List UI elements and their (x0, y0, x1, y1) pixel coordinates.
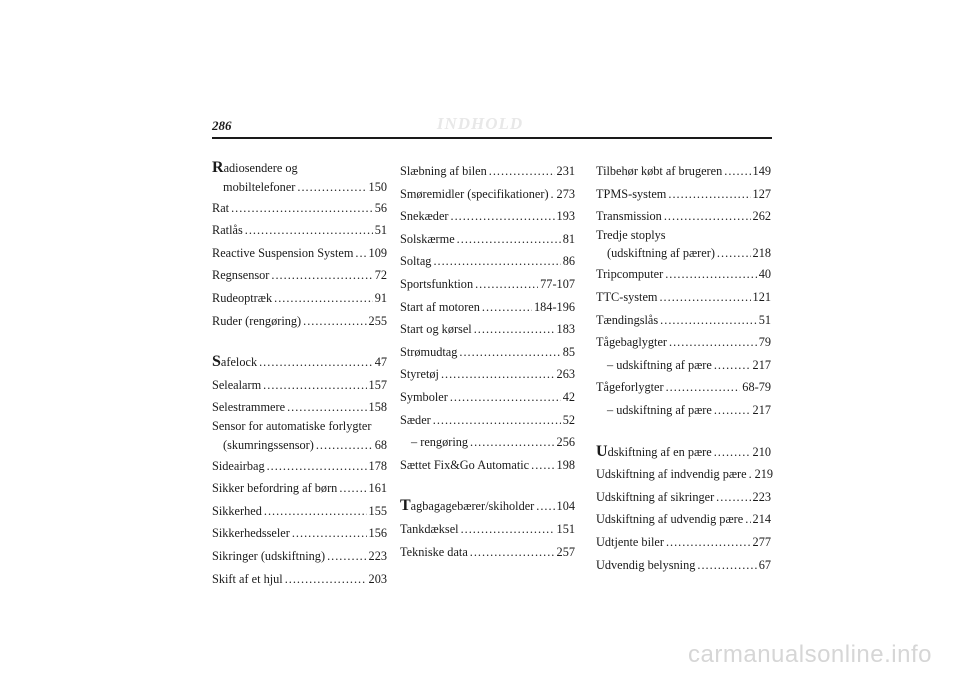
index-term-text: Selestrammere (212, 400, 286, 415)
dot-leader (274, 287, 373, 310)
index-section (400, 495, 575, 563)
index-term (596, 243, 715, 263)
index-entry (596, 463, 774, 486)
dot-leader (327, 545, 366, 568)
index-term (596, 183, 666, 206)
index-term (400, 183, 549, 206)
index-term-text: Sideairbag (212, 458, 265, 473)
index-entry (596, 554, 771, 577)
index-term (400, 495, 534, 518)
index-section (596, 441, 774, 577)
index-column-3 (596, 160, 774, 595)
index-term-text: Smøremidler (specifikationer) (400, 186, 549, 201)
dot-leader (749, 463, 753, 486)
page-reference: 184-196 (534, 299, 575, 314)
page-reference: 161 (368, 481, 387, 496)
index-term (212, 310, 301, 333)
index-entry (596, 331, 771, 354)
index-term (212, 568, 283, 591)
dot-leader (450, 386, 561, 409)
index-term (596, 309, 658, 332)
dot-leader (666, 376, 741, 399)
dot-leader (292, 522, 367, 545)
dot-leader (433, 250, 560, 273)
running-title: INDHOLD (436, 114, 524, 133)
index-entry (212, 568, 387, 591)
page-reference: 218 (752, 246, 771, 261)
index-entry (400, 363, 575, 386)
page-reference: 273 (556, 186, 575, 201)
dot-leader (531, 454, 554, 477)
page-reference: 42 (562, 389, 575, 404)
page-reference: 151 (556, 521, 575, 536)
dot-leader (297, 177, 366, 197)
watermark: carmanualsonline.info (688, 641, 932, 668)
index-entry (400, 183, 575, 206)
dot-leader (287, 396, 366, 419)
index-term-text: – udskiftning af pære (607, 357, 712, 372)
dot-leader (267, 455, 367, 478)
dot-leader (259, 351, 373, 374)
page-reference: 85 (562, 344, 575, 359)
index-term-text: afelock (220, 355, 258, 370)
index-term-text: Udtjente biler (596, 534, 664, 549)
dot-leader (245, 219, 373, 242)
index-column-1 (212, 160, 387, 609)
dot-leader (339, 477, 366, 500)
page-number: 286 (212, 118, 232, 133)
index-term (400, 409, 431, 432)
header-rule (212, 137, 772, 139)
index-term (596, 354, 712, 377)
index-entry (400, 228, 575, 251)
index-entry (400, 160, 575, 183)
index-entry (596, 183, 771, 206)
index-entry (212, 500, 387, 523)
page-reference: 256 (556, 435, 575, 450)
index-section (400, 160, 575, 476)
index-term-text: Regnsensor (212, 268, 270, 283)
index-entry (212, 374, 387, 397)
index-column-2 (400, 160, 575, 582)
index-term-text: Symboler (400, 389, 448, 404)
index-term (596, 554, 695, 577)
index-term-text: Start af motoren (400, 299, 480, 314)
dot-leader (457, 228, 561, 251)
index-term-text: Tripcomputer (596, 267, 664, 282)
index-term-text: (skumringssensor) (223, 437, 314, 452)
index-term-text: Styretøj (400, 367, 439, 382)
index-term (596, 205, 662, 228)
index-entry (596, 160, 771, 183)
index-term-text: – udskiftning af pære (607, 402, 712, 417)
page-reference: 72 (374, 268, 387, 283)
index-entry (596, 228, 771, 264)
index-entry (212, 477, 387, 500)
index-entry (212, 310, 387, 333)
page-reference: 77-107 (540, 276, 575, 291)
index-term (400, 228, 455, 251)
page-reference: 47 (374, 355, 387, 370)
index-term (596, 508, 743, 531)
index-term (400, 454, 529, 477)
page-reference: 86 (562, 254, 575, 269)
index-term (212, 522, 290, 545)
index-term-text: Tilbehør købt af brugeren (596, 164, 723, 178)
index-entry (212, 419, 387, 455)
index-term-text: Ruder (rengøring) (212, 313, 302, 328)
index-entry (596, 486, 771, 509)
index-term-text: Soltag (400, 254, 432, 269)
index-term-text: Ratlås (212, 223, 243, 238)
page-reference: 127 (752, 186, 771, 201)
index-term-text: Skift af et hjul (212, 571, 283, 586)
index-term-text: Tændingslås (596, 312, 659, 327)
page-reference: 217 (752, 402, 771, 417)
page-reference: 223 (368, 548, 387, 563)
dot-leader (659, 286, 750, 309)
index-entry (400, 296, 575, 319)
index-entry (400, 495, 575, 518)
dot-leader (231, 197, 373, 220)
index-term (212, 455, 265, 478)
page-reference: 255 (368, 313, 387, 328)
index-term (596, 160, 722, 183)
index-term-text: Sikkerhed (212, 503, 262, 518)
dot-leader (470, 431, 555, 454)
index-term-text: Slæbning af bilen (400, 164, 487, 178)
page-reference: 79 (758, 335, 771, 350)
index-entry (596, 354, 771, 377)
page-reference: 263 (556, 367, 575, 382)
index-term-text: Sensor for automatiske forlygter (212, 418, 372, 433)
index-entry (212, 287, 387, 310)
index-term-text: (udskiftning af pærer) (607, 246, 715, 261)
dot-leader (475, 273, 538, 296)
index-term-text: agbagagebærer/skiholder (410, 499, 535, 514)
index-term (212, 419, 371, 435)
page-reference: 51 (758, 312, 771, 327)
index-term-text: – rengøring (411, 435, 469, 450)
dot-leader (666, 531, 751, 554)
dot-leader (716, 486, 750, 509)
dot-leader (714, 399, 751, 422)
dot-leader (489, 160, 555, 183)
page-reference: 210 (752, 444, 771, 459)
page-reference: 91 (374, 290, 387, 305)
index-entry (596, 205, 771, 228)
index-term (212, 242, 353, 265)
page-reference: 231 (556, 164, 575, 178)
page-reference: 257 (556, 544, 575, 559)
index-term (212, 477, 337, 500)
index-term-text: Start og kørsel (400, 322, 472, 337)
index-term (596, 486, 714, 509)
index-entry (596, 309, 771, 332)
index-term (212, 264, 269, 287)
index-entry (400, 431, 575, 454)
index-term (212, 197, 229, 220)
index-entry (212, 264, 387, 287)
index-term-text: TTC-system (596, 289, 658, 304)
page-reference: 155 (368, 503, 387, 518)
index-term-text: Sikringer (udskiftning) (212, 548, 326, 563)
dot-leader (697, 554, 756, 577)
index-term (212, 160, 298, 177)
dot-leader (451, 205, 555, 228)
index-term (400, 273, 473, 296)
index-term (596, 286, 657, 309)
dot-leader (714, 441, 751, 464)
index-section (596, 160, 771, 422)
dot-leader (724, 160, 750, 183)
index-entry (212, 396, 387, 419)
section-initial: S (212, 353, 221, 371)
index-term (400, 205, 449, 228)
index-entry (596, 376, 771, 399)
index-term (212, 396, 285, 419)
index-term-text: Tågebaglygter (596, 335, 668, 350)
index-term-text: Rat (212, 200, 230, 215)
dot-leader (461, 518, 555, 541)
index-term-text: Solskærme (400, 231, 455, 246)
index-term-text: Sportsfunktion (400, 276, 474, 291)
page-reference: 219 (754, 467, 774, 482)
page-reference: 121 (752, 289, 771, 304)
index-entry (212, 197, 387, 220)
index-entry (596, 399, 771, 422)
index-term (400, 318, 472, 341)
dot-leader (660, 309, 757, 332)
page-reference: 67 (758, 557, 771, 572)
index-entry (400, 341, 575, 364)
page-reference: 262 (752, 209, 771, 224)
index-entry (596, 441, 771, 464)
index-entry (400, 518, 575, 541)
index-term (596, 531, 664, 554)
dot-leader (714, 354, 751, 377)
index-term (596, 228, 666, 244)
index-entry (400, 409, 575, 432)
dot-leader (474, 318, 555, 341)
index-term-text: Transmission (596, 209, 662, 224)
index-term (212, 351, 257, 374)
index-entry (212, 351, 387, 374)
dot-leader (536, 495, 554, 518)
index-term (212, 219, 243, 242)
index-entry (400, 250, 575, 273)
index-term (596, 331, 667, 354)
index-term-text: Tankdæksel (400, 521, 459, 536)
index-term (212, 545, 325, 568)
page-reference: 183 (556, 322, 575, 337)
index-entry (400, 273, 575, 296)
dot-leader (470, 541, 555, 564)
index-entry (596, 508, 771, 531)
dot-leader (271, 264, 372, 287)
page-reference: 104 (556, 499, 575, 514)
dot-leader (668, 183, 750, 206)
dot-leader (285, 568, 367, 591)
dot-leader (263, 374, 366, 397)
section-initial: T (400, 497, 411, 515)
index-entry (400, 386, 575, 409)
index-entry (212, 160, 387, 197)
section-initial: U (596, 442, 608, 460)
index-term (212, 177, 295, 197)
index-term-text: Tredje stoplys (596, 227, 666, 242)
page-reference: 217 (752, 357, 771, 372)
index-term-text: Selealarm (212, 377, 262, 392)
page-reference: 214 (752, 512, 771, 527)
dot-leader (316, 435, 373, 455)
index-term-text: Strømudtag (400, 344, 458, 359)
index-entry (596, 531, 771, 554)
page-reference: 158 (368, 400, 387, 415)
page-reference: 56 (374, 200, 387, 215)
dot-leader (433, 409, 561, 432)
page-reference: 68-79 (742, 380, 771, 395)
page-reference: 156 (368, 526, 387, 541)
index-term (400, 431, 468, 454)
dot-leader (482, 296, 532, 319)
index-term-text: dskiftning af en pære (607, 444, 712, 459)
index-term-text: Reactive Suspension System (212, 245, 354, 260)
index-entry (400, 205, 575, 228)
index-entry (400, 541, 575, 564)
index-term (400, 363, 439, 386)
dot-leader (664, 205, 751, 228)
index-entry (400, 318, 575, 341)
dot-leader (551, 183, 555, 206)
dot-leader (745, 508, 750, 531)
index-term-text: Tågeforlygter (596, 380, 664, 395)
index-term-text: Sæder (400, 412, 431, 427)
page-reference: 52 (562, 412, 575, 427)
index-term (596, 376, 664, 399)
index-term (212, 435, 314, 455)
index-entry (596, 286, 771, 309)
dot-leader (303, 310, 366, 333)
page-reference: 81 (562, 231, 575, 246)
page-reference: 149 (752, 164, 771, 178)
index-term (596, 441, 712, 464)
dot-leader (669, 331, 757, 354)
index-section (212, 160, 387, 332)
page-reference: 178 (368, 458, 387, 473)
page-reference: 68 (374, 437, 387, 452)
index-term (400, 160, 487, 183)
dot-leader (665, 263, 757, 286)
page-reference: 223 (752, 489, 771, 504)
index-term (596, 399, 712, 422)
index-term (212, 500, 262, 523)
index-term (400, 541, 468, 564)
index-term (212, 287, 272, 310)
dot-leader (264, 500, 367, 523)
index-term-text: Udskiftning af udvendig pære (596, 512, 744, 527)
index-term (400, 386, 448, 409)
index-term (400, 341, 457, 364)
index-term-text: Rudeoptræk (212, 290, 273, 305)
index-term (400, 296, 480, 319)
index-term-text: adiosendere og (223, 161, 298, 175)
page-reference: 150 (368, 179, 387, 194)
dot-leader (717, 243, 751, 263)
index-term (596, 263, 663, 286)
index-term-text: TPMS-system (596, 186, 667, 201)
page-reference: 193 (556, 209, 575, 224)
page-reference: 51 (374, 223, 387, 238)
index-term (212, 374, 261, 397)
index-entry (400, 454, 575, 477)
page-reference: 203 (368, 571, 387, 586)
index-term-text: Udvendig belysning (596, 557, 696, 572)
index-term (400, 250, 431, 273)
index-entry (596, 263, 771, 286)
dot-leader (355, 242, 366, 265)
index-entry (212, 242, 387, 265)
index-term-text: Sikker befordring af børn (212, 481, 338, 496)
index-term-text: mobiltelefoner (223, 179, 296, 194)
dot-leader (441, 363, 555, 386)
index-entry (212, 219, 387, 242)
page-reference: 277 (752, 534, 771, 549)
page-reference: 157 (368, 377, 387, 392)
page-reference: 198 (556, 457, 575, 472)
index-term (400, 518, 459, 541)
index-entry (212, 522, 387, 545)
index-term-text: Snekæder (400, 209, 449, 224)
index-entry (212, 455, 387, 478)
index-term (596, 463, 747, 486)
index-term-text: Tekniske data (400, 544, 468, 559)
page-reference: 40 (758, 267, 771, 282)
index-entry (212, 545, 387, 568)
index-term-text: Sættet Fix&Go Automatic (400, 457, 530, 472)
dot-leader (459, 341, 560, 364)
page-reference: 109 (368, 245, 387, 260)
index-term-text: Udskiftning af indvendig pære (596, 467, 747, 482)
index-term-text: Udskiftning af sikringer (596, 489, 715, 504)
index-term-text: Sikkerhedsseler (212, 526, 290, 541)
index-section (212, 351, 387, 590)
section-initial: R (212, 159, 224, 176)
